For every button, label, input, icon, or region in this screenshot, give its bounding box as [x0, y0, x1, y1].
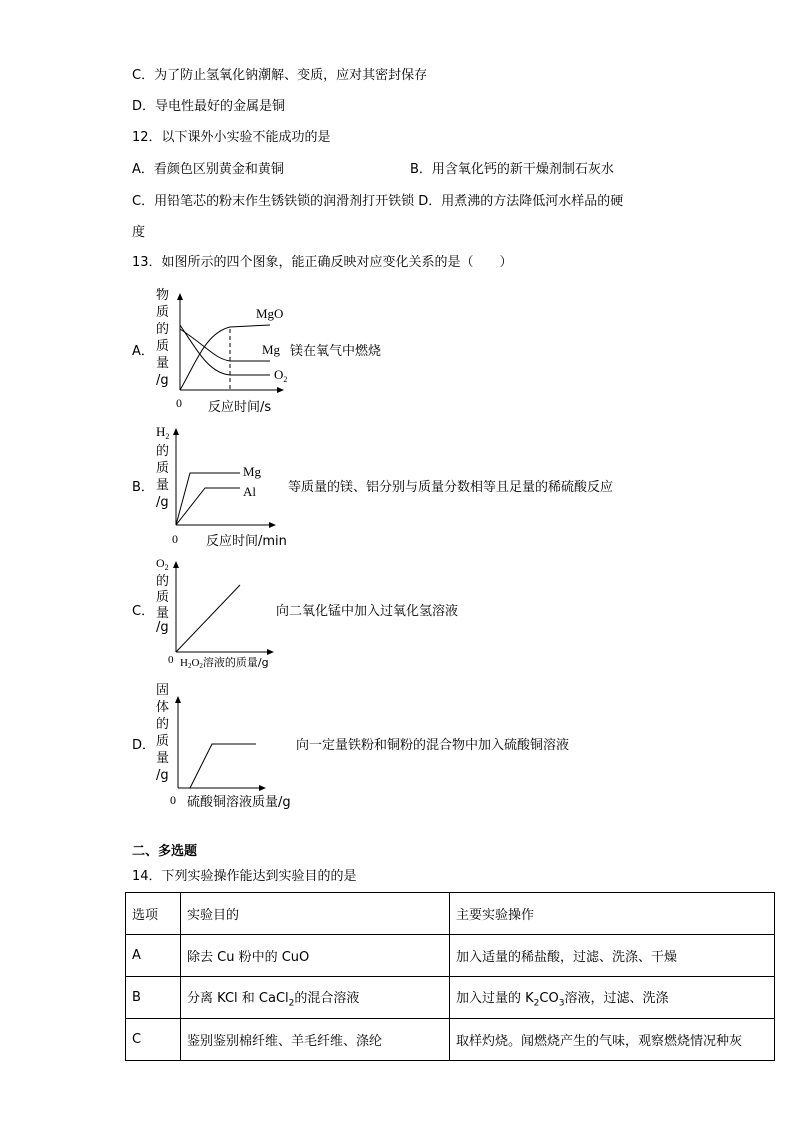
svg-text:固: 固: [156, 683, 170, 698]
svg-text:质: 质: [156, 734, 170, 749]
table-row: [126, 977, 775, 1019]
graph-b-curve-mg: [176, 473, 240, 525]
graph-b-letter: B．: [132, 480, 154, 495]
graph-d-xlabel: 硫酸铜溶液质量/g: [187, 795, 291, 810]
table-header-option: 选项: [126, 893, 181, 935]
svg-text:质: 质: [156, 339, 170, 354]
q12-stem: 12．以下课外小实验不能成功的是: [132, 130, 331, 145]
graph-b-label-mg: Mg: [243, 464, 262, 479]
graph-c-line: [176, 585, 240, 652]
graph-b: [150, 422, 300, 552]
table-cell-goal: 鉴别鉴别棉纤维、羊毛纤维、涤纶: [181, 1019, 450, 1061]
graph-c-ylabel-o2: $O_2$: [156, 556, 169, 572]
graph-d-description: 向一定量铁粉和铜粉的混合物中加入硫酸铜溶液: [296, 738, 570, 753]
graph-a-origin: 0: [176, 396, 182, 410]
table-cell-operation: 加入过量的 $K_2CO_3$溶液，过滤、洗涤: [450, 977, 775, 1019]
graph-c-letter: C．: [132, 604, 155, 619]
graph-d: [150, 680, 310, 812]
table-row: [126, 935, 775, 977]
table-header-row: [126, 893, 775, 935]
graph-b-xlabel: 反应时间/min: [206, 534, 287, 549]
svg-text:的: 的: [156, 322, 170, 337]
svg-text:质: 质: [156, 305, 170, 320]
graph-b-x-arrow: [269, 522, 276, 528]
table-header-goal: 实验目的: [181, 893, 450, 935]
graph-d-x-arrow: [259, 785, 266, 791]
graph-d-origin: 0: [170, 793, 176, 807]
graph-c-y-arrow: [173, 561, 179, 568]
graph-a-y-arrow: [177, 293, 183, 300]
svg-text:质: 质: [156, 590, 170, 605]
svg-text:的: 的: [156, 717, 170, 732]
svg-text:体: 体: [156, 700, 170, 715]
graph-b-ylabel: [156, 444, 169, 510]
graph-d-line: [190, 744, 256, 788]
graph-a-xlabel: 反应时间/s: [208, 400, 272, 415]
graph-b-curve-al: [176, 488, 240, 525]
graph-c-description: 向二氧化锰中加入过氧化氢溶液: [276, 604, 459, 619]
q14-stem: 14．下列实验操作能达到实验目的的是: [132, 869, 357, 884]
graph-d-letter: D．: [132, 738, 156, 753]
svg-text:/g: /g: [156, 495, 169, 510]
q12-option-b: B．用含氧化钙的新干燥剂制石灰水: [410, 162, 614, 177]
table-cell-option: A: [126, 935, 181, 977]
q14-table: [125, 892, 775, 1061]
graph-b-description: 等质量的镁、铝分别与质量分数相等且足量的稀硫酸反应: [288, 480, 614, 495]
svg-text:的: 的: [156, 574, 170, 589]
graph-c-xlabel: H2O2溶液的质量/g: [180, 656, 269, 670]
q12-option-cd: C．用铅笔芯的粉末作生锈铁锁的润滑剂打开铁锁 D．用煮沸的方法降低河水样品的硬: [132, 194, 624, 209]
graph-c-x-arrow: [267, 649, 274, 655]
svg-text:量: 量: [156, 606, 170, 621]
graph-a-x-arrow: [277, 387, 284, 393]
graph-a-label-o2: $O_2$: [274, 367, 288, 384]
graph-a: [150, 285, 310, 417]
svg-text:量: 量: [156, 751, 170, 766]
q11-option-d: D．导电性最好的金属是铜: [132, 99, 286, 114]
svg-text:物: 物: [156, 288, 170, 303]
graph-b-y-arrow: [173, 428, 179, 435]
graph-c-origin: 0: [168, 654, 174, 666]
graph-a-ylabel: [156, 287, 169, 388]
table-row: [126, 1019, 775, 1061]
svg-text:/g: /g: [156, 620, 169, 635]
table-cell-option: C: [126, 1019, 181, 1061]
section-heading-multiple-choice: 二、多选题: [132, 844, 198, 859]
svg-text:的: 的: [156, 444, 170, 459]
svg-text:/g: /g: [156, 768, 169, 783]
graph-d-ylabel: [156, 683, 169, 783]
graph-b-origin: 0: [172, 532, 178, 546]
svg-text:量: 量: [156, 356, 170, 371]
graph-a-letter: A．: [132, 344, 154, 359]
table-header-operation: 主要实验操作: [450, 893, 775, 935]
graph-a-curve-o2: [180, 325, 270, 375]
table-cell-option: B: [126, 977, 181, 1019]
q12-option-a: A．看颜色区别黄金和黄铜: [132, 162, 284, 177]
graph-a-curve-mgo: [180, 325, 270, 390]
table-cell-operation: 加入适量的稀盐酸，过滤、洗涤、干燥: [450, 935, 775, 977]
graph-a-label-mg: Mg: [262, 342, 281, 357]
svg-text:质: 质: [156, 461, 170, 476]
table-cell-goal: 除去 Cu 粉中的 CuO: [181, 935, 450, 977]
graph-c-ylabel: [156, 574, 169, 635]
graph-a-label-mgo: MgO: [256, 306, 284, 321]
table-cell-goal: 分离 KCl 和 CaCl$_2$的混合溶液: [181, 977, 450, 1019]
q12-option-cd-continued: 度: [132, 225, 146, 240]
table-cell-operation: 取样灼烧。闻燃烧产生的气味，观察燃烧情况种灰: [450, 1019, 775, 1061]
graph-b-ylabel-h2: $H_2$: [156, 424, 170, 441]
svg-text:量: 量: [156, 478, 170, 493]
graph-a-description: 镁在氧气中燃烧: [290, 344, 382, 359]
q11-option-c: C．为了防止氢氧化钠潮解、变质，应对其密封保存: [132, 68, 428, 83]
graph-b-label-al: Al: [243, 484, 256, 499]
q13-stem: 13．如图所示的四个图象，能正确反映对应变化关系的是（ ）: [132, 255, 513, 270]
svg-text:/g: /g: [156, 373, 169, 388]
graph-d-y-arrow: [175, 696, 181, 703]
graph-c: [150, 555, 290, 673]
